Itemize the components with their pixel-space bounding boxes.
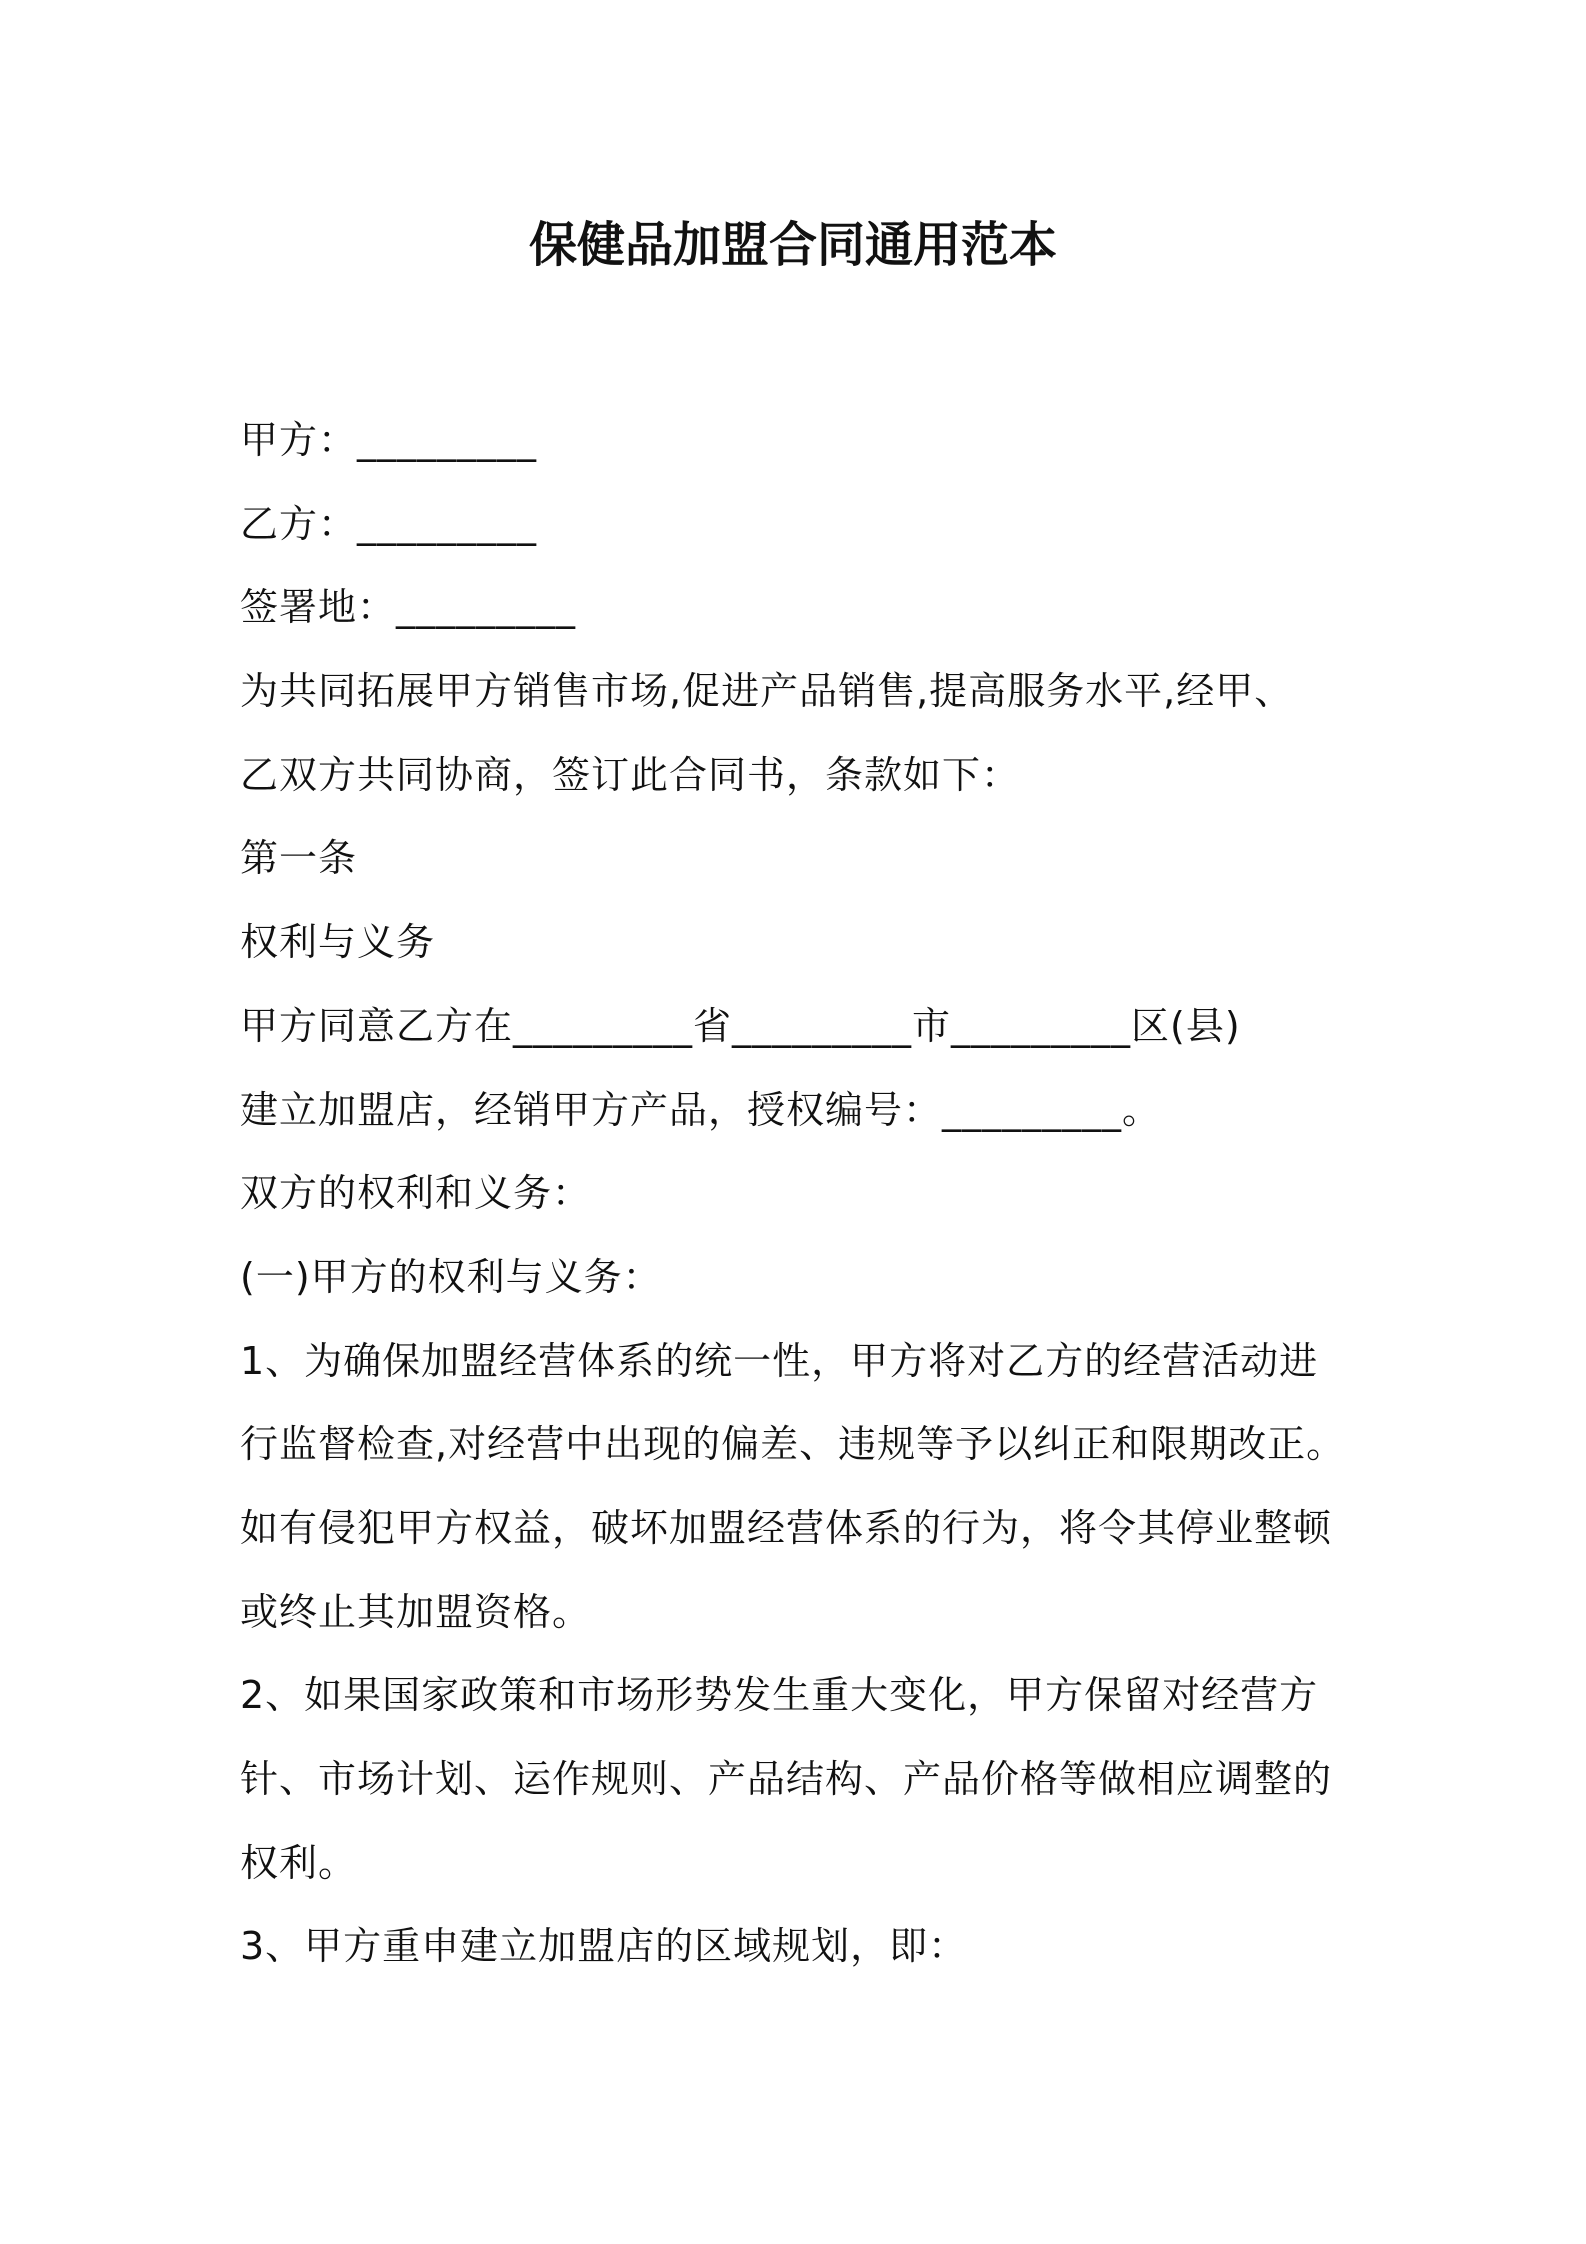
clause-2-line-3: 权利。 xyxy=(240,1840,358,1885)
party-a-line: 甲方：_________ xyxy=(240,418,538,462)
preamble-line-2: 乙双方共同协商，签订此合同书，条款如下： xyxy=(240,752,1021,797)
clause-1-line-4: 或终止其加盟资格。 xyxy=(240,1589,592,1634)
clause-1-line-1: 1、为确保加盟经营体系的统一性，甲方将对乙方的经营活动进 xyxy=(240,1338,1319,1383)
article-subheading: 权利与义务 xyxy=(240,920,436,965)
location-line: 甲方同意乙方在_________省_________市_________区(县) xyxy=(240,1003,1241,1048)
rights-intro-line: 双方的权利和义务： xyxy=(240,1171,592,1216)
section-one-heading: (一)甲方的权利与义务： xyxy=(240,1254,662,1299)
article-heading: 第一条 xyxy=(240,836,358,881)
clause-1-line-2: 行监督检查,对经营中出现的偏差、违规等予以纠正和限期改正。 xyxy=(240,1422,1346,1467)
signing-place-line: 签署地：_________ xyxy=(240,585,577,630)
clause-2-line-1: 2、如果国家政策和市场形势发生重大变化，甲方保留对经营方 xyxy=(240,1673,1319,1718)
party-b-line: 乙方：_________ xyxy=(240,501,538,546)
clause-2-line-2: 针、市场计划、运作规则、产品结构、产品价格等做相应调整的 xyxy=(240,1757,1333,1801)
document-title: 保健品加盟合同通用范本 xyxy=(528,217,1057,273)
document-body xyxy=(240,399,1360,1989)
preamble-line-1: 为共同拓展甲方销售市场,促进产品销售,提高服务水平,经甲、 xyxy=(240,669,1294,714)
authorization-line: 建立加盟店，经销甲方产品，授权编号：_________。 xyxy=(240,1087,1162,1132)
clause-3-line-1: 3、甲方重申建立加盟店的区域规划，即： xyxy=(240,1924,968,1969)
clause-1-line-3: 如有侵犯甲方权益，破坏加盟经营体系的行为，将令其停业整顿 xyxy=(240,1505,1333,1550)
